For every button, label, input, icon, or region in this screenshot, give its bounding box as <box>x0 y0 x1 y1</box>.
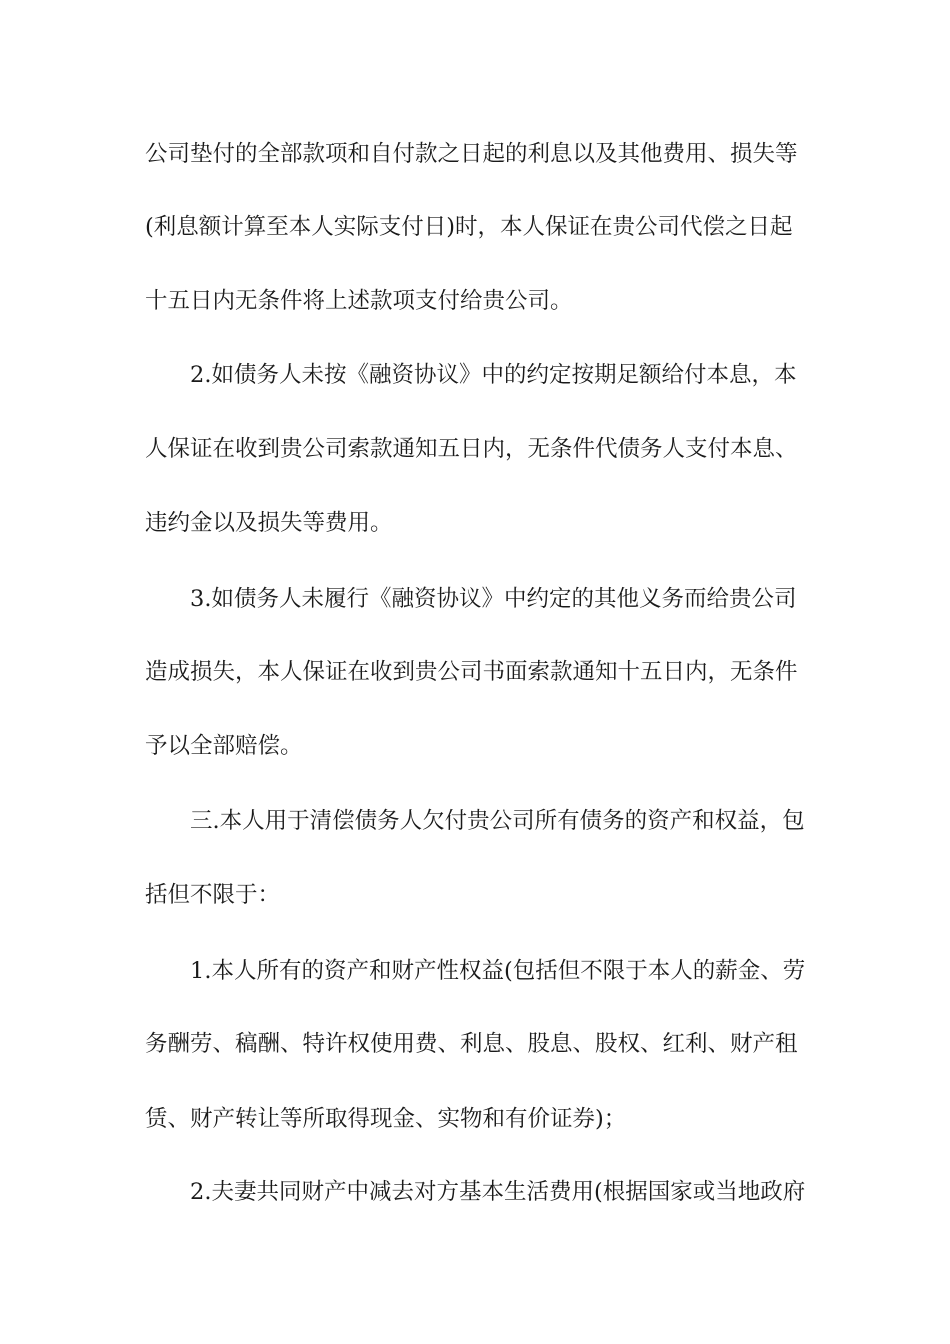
text-line-11: 括但不限于： <box>145 882 281 908</box>
text-line-12: 1.本人所有的资产和财产性权益(包括但不限于本人的薪金、劳 <box>190 958 806 984</box>
text-line-13: 务酬劳、稿酬、特许权使用费、利息、股息、股权、红利、财产租 <box>145 1031 798 1057</box>
text-line-1: 公司垫付的全部款项和自付款之日起的利息以及其他费用、损失等 <box>145 141 798 167</box>
text-line-5: 人保证在收到贵公司索款通知五日内，无条件代债务人支付本息、 <box>145 436 798 462</box>
text-line-7: 3.如债务人未履行《融资协议》中约定的其他义务而给贵公司 <box>190 586 797 612</box>
text-line-8: 造成损失，本人保证在收到贵公司书面索款通知十五日内，无条件 <box>145 659 798 685</box>
text-line-6: 违约金以及损失等费用。 <box>145 510 393 536</box>
text-line-2: (利息额计算至本人实际支付日)时，本人保证在贵公司代偿之日起 <box>145 214 793 240</box>
text-line-10: 三.本人用于清偿债务人欠付贵公司所有债务的资产和权益，包 <box>190 808 805 834</box>
text-line-14: 赁、财产转让等所取得现金、实物和有价证券)； <box>145 1106 627 1132</box>
text-line-4: 2.如债务人未按《融资协议》中的约定按期足额给付本息，本 <box>190 362 797 388</box>
text-line-3: 十五日内无条件将上述款项支付给贵公司。 <box>145 288 573 314</box>
text-line-15: 2.夫妻共同财产中减去对方基本生活费用(根据国家或当地政府 <box>190 1179 806 1205</box>
text-line-9: 予以全部赔偿。 <box>145 733 303 759</box>
